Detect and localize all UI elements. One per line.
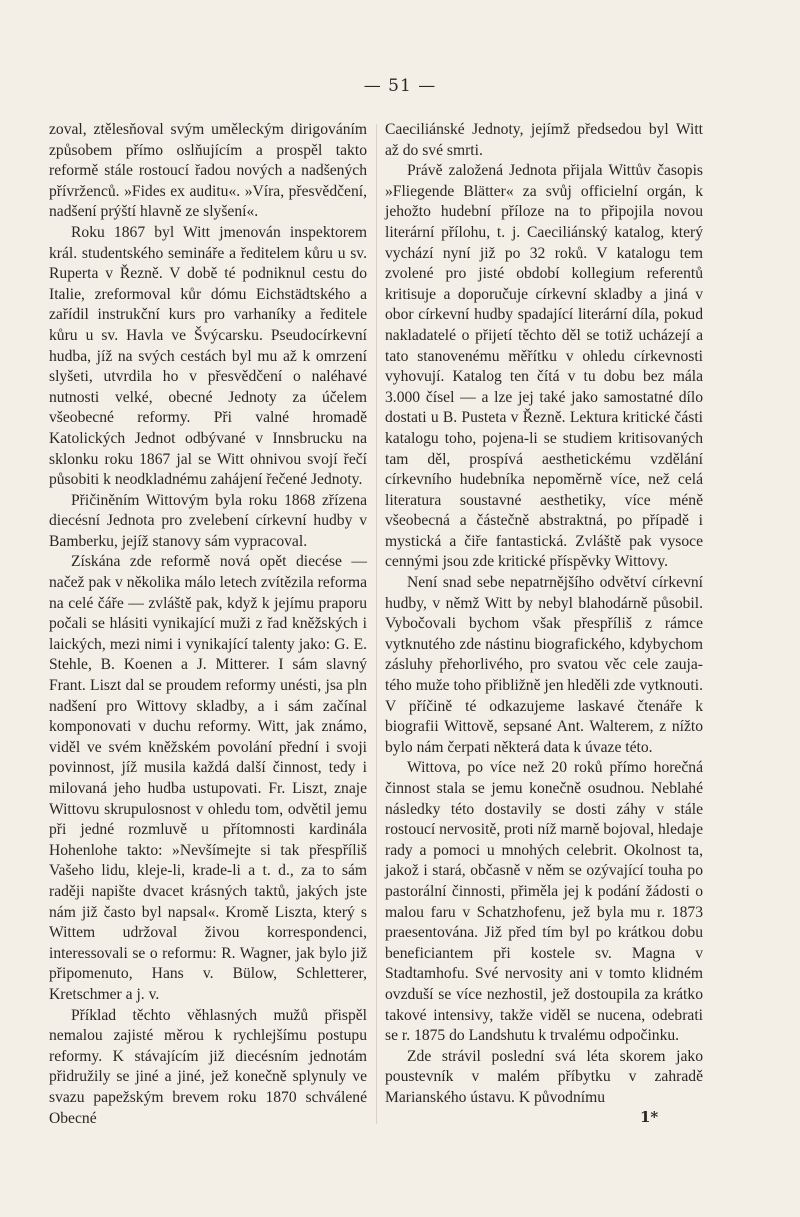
paragraph: Příklad těchto věhlasných mužů přispěl nemalou zajisté měrou k rychlejšímu postupu reformy. K stávajícím již diecésním jednotám přidružily se jiné a jiné, jež konečně splynuly ve svazu papežským brevem roku 1870 schválené Obecné <box>49 1006 367 1127</box>
paragraph: Zde strávil poslední svá léta skorem jako poustevník v malém příbytku v zahradě Marianského ústavu. K původnímu <box>385 1047 703 1106</box>
page-number: — 51 — <box>363 76 437 96</box>
paragraph: Není snad sebe nepatrnějšího odvětví církevní hudby, v němž Witt by nebyl blahodárně působil. Vybočovali bychom však přespříliš z rámce vytknutého zde nástinu biografického, kdybychom zásluhy přehorlivého, pro svatou věc cele zaujatého muže toho přibližně jen hleděli zde vytknouti. V příčině té odkazujeme laskavé čtenáře k biografii Wittově, sepsané Ant. Walterem, z nížto bylo nám čerpati některá data k úvaze této. <box>385 574 703 756</box>
paragraph: Získána zde reformě nová opět diecése — načež pak v několika málo letech zvítězila reforma na celé čáře — zvláště pak, když k jejímu praporu počali se hlásiti vynikající muži z řad kněžských i laických, mezi nimi i vynikající talenty jako: G. E. Stehle, B. Koenen a J. Mitterer. I sám slavný Frant. Liszt dal se proudem reformy unésti, jsa pln nadšení pro Wittovy skladby, a i sám začínal komponovati v duchu reformy. Witt, jak známo, viděl ve svém kněžském povolání přední i svoji povinnost, jíž musila každá další činnost, tedy i milovaná jeho hudba ustupovati. Fr. Liszt, znaje Wittovu skrupulosnost v ohledu tom, odvětil jemu při jedné rozmluvě u přítomnosti kardinála Hohenlohe takto: »Nevšímejte si tak přespříliš Vašeho lidu, kleje-li, krade-li a t. d., za to sám raději napište dvacet krásných taktů, jakých jste nám již často byl napsal«. Kromě Liszta, který s Wittem udržoval živou korrespondenci, interessovali se o reformu: R. Wagner, jak bylo již připomenuto, Hans v. Bülow, Schletterer, Kretschmer a j. v. <box>49 553 367 1003</box>
signature-mark: 1* <box>640 1108 659 1126</box>
paragraph: Přičiněním Wittovým byla roku 1868 zřízena diecésní Jednota pro zvelebení církevní hudby v Bamberku, jejíž stanovy sám vypracoval. <box>49 491 367 550</box>
paragraph: Caeciliánské Jednoty, jejímž předsedou byl Witt až do své smrti. <box>385 121 703 159</box>
right-column <box>385 120 703 1109</box>
column-divider <box>376 124 377 1124</box>
paragraph: Právě založená Jednota přijala Wittův časopis »Fliegende Blätter« za svůj officielní orgán, k jehožto hudební příloze na to připojila novou literární přílohu, t. j. Caeciliánský katalog, který vychází nyní již po 32 roků. V katalogu tem zvolené pro jisté období kollegium referentů kritisuje a doporučuje církevní skladby a jiná v obor církevní hudby spadající literární díla, pokud nakladatelé o přijetí těchto děl se totiž ucházejí a tato stanovenému měřítku v ohledu církevnosti vyhovují. Katalog ten čítá v tu dobu bez mála 3.000 čísel — a lze jej také jako samostatné dílo dostati u B. Pusteta v Řezně. Lektura kritické části katalogu toho, pojena-li se studiem kritisovaných tam děl, prospívá aesthetickému vzdělání církevního hudebníka nepoměrně více, než celá literatura soustavné aesthetiky, více méně všeobecná a částečně abstraktná, po případě i mystická a čiře fantastická. Zvláště pak vysoce cennými jsou zde kritické příspěvky Wittovy. <box>385 162 703 571</box>
paragraph: Roku 1867 byl Witt jmenován inspektorem král. studentského semináře a ředitelem kůru u sv. Ruperta v Řezně. V době té podniknul cestu do Italie, zreformoval kůr dómu Eichstädtského a zařídil instrukční kurs pro varhaníky a ředitele kůru u sv. Havla ve Švýcarsku. Pseudocírkevní hudba, jíž na svých cestách byl mu až k omrzení slyšeti, utvrdila ho v přesvědčení o naléhavé nutnosti velké, obecné Jednoty za účelem všeobecné reformy. Při valné hromadě Katolických Jednot odbývané v Innsbrucku na sklonku roku 1867 jal se Witt ohnivou svojí řečí působiti k neodkladnému zahájení řečené Jednoty. <box>49 223 367 489</box>
left-column <box>49 120 367 1129</box>
paragraph: Wittova, po více než 20 roků přímo horečná činnost stala se jemu konečně osudnou. Neblahé následky této dostavily se dosti záhy v stále rostoucí nervositě, proti níž marně bojoval, hledaje rady a pomoci u mnohých celebrit. Okolnost ta, jakož i stará, občasně v něm se ozývající touha po pastorální činnosti, přiměla jej k podání žádosti o malou faru v Schatzhofenu, jež byla mu r. 1873 praesentována. Již před tím byl po krátkou dobu beneficiantem při kostele sv. Magna v Stadtamhofu. Své nervosity ani v tomto klidném ovzduší se více nezhostil, jež dostoupila za krátko takové intensivy, takže viděl se nucena, odebrati se r. 1875 do Landshutu k trvalému odpočinku. <box>385 759 703 1045</box>
paragraph: zoval, ztělesňoval svým uměleckým dirigováním způsobem přímo oslňujícím a prospěl takto reformě stále rostoucí řadou nových a nadšených přívrženců. »Fides ex auditu«. »Víra, přesvědčení, nadšení prýští hlavně ze slyšení«. <box>49 121 367 221</box>
